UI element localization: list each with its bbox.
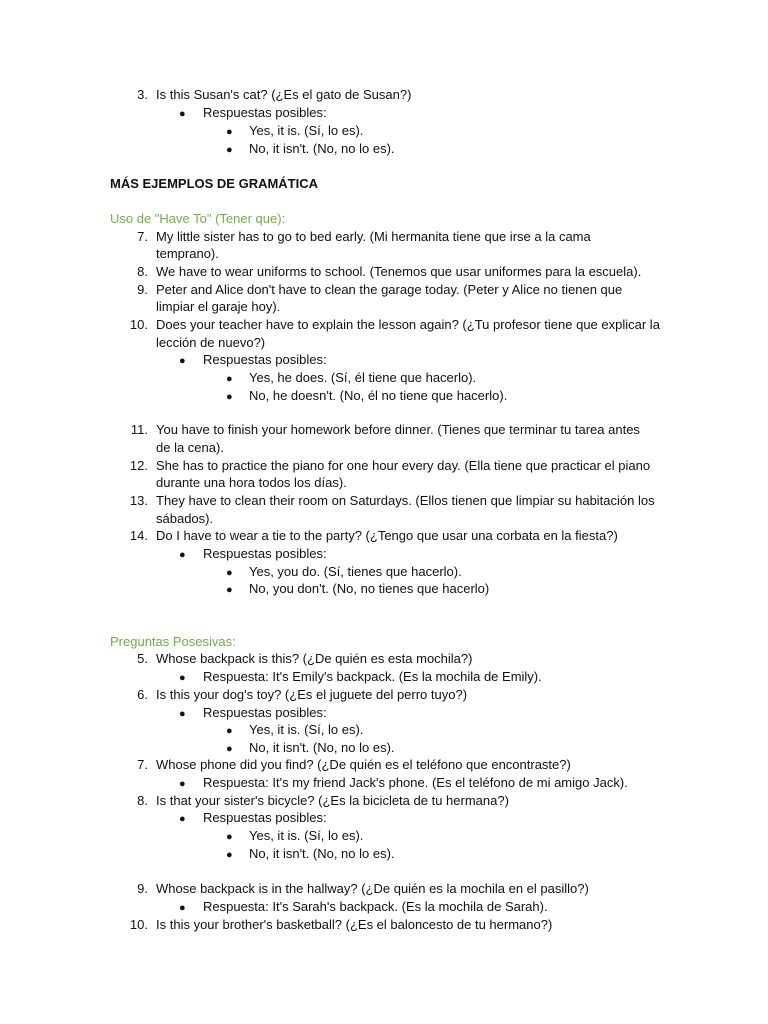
sentence-text: They have to clean their room on Saturdays. (Ellos tienen que limpiar su habitación los (156, 493, 655, 508)
answer-text: No, it isn't. (No, no lo es). (249, 740, 395, 755)
subsection-heading: Uso de "Have To" (Tener que): (110, 211, 286, 226)
sentence-text: limpiar el garaje hoy). (156, 299, 281, 314)
sentence-text: She has to practice the piano for one hour every day. (Ella tiene que practicar el piano (156, 458, 651, 473)
answers-label: Respuestas posibles: (203, 810, 327, 825)
sentence-text: temprano). (156, 246, 219, 261)
list-number: 10. (129, 917, 148, 932)
bullet-icon: ● (226, 373, 233, 385)
sentence-text: Does your teacher have to explain the lesson again? (¿Tu profesor tiene que explicar la (156, 317, 660, 332)
answer-text: No, you don't. (No, no tienes que hacerlo) (249, 581, 490, 596)
list-number: 14. (129, 528, 148, 543)
list-number: 12. (129, 458, 148, 473)
section-heading: MÁS EJEMPLOS DE GRAMÁTICA (110, 176, 319, 191)
bullet-icon: ● (179, 108, 186, 120)
question-text: Whose backpack is this? (¿De quién es esta mochila?) (156, 651, 473, 666)
answer-text: No, it isn't. (No, no lo es). (249, 846, 395, 861)
question-text: Whose backpack is in the hallway? (¿De quién es la mochila en el pasillo?) (156, 881, 589, 896)
list-number: 6. (137, 687, 148, 702)
list-number: 7. (137, 229, 148, 244)
answers-label: Respuestas posibles: (203, 705, 327, 720)
bullet-icon: ● (179, 902, 186, 914)
bullet-icon: ● (226, 126, 233, 138)
bullet-icon: ● (226, 567, 233, 579)
question-text: Is this your brother's basketball? (¿Es el baloncesto de tu hermano?) (156, 917, 553, 932)
sentence-text: Peter and Alice don't have to clean the garage today. (Peter y Alice no tienen que (156, 282, 623, 297)
answer-text: No, he doesn't. (No, él no tiene que hacerlo). (249, 388, 508, 403)
answer-text: Yes, it is. (Sí, lo es). (249, 828, 364, 843)
question-text: Is that your sister's bicycle? (¿Es la bicicleta de tu hermana?) (156, 793, 509, 808)
list-number: 8. (137, 264, 148, 279)
bullet-icon: ● (179, 355, 186, 367)
bullet-icon: ● (226, 391, 233, 403)
answer-text: Respuesta: It's Sarah's backpack. (Es la mochila de Sarah). (203, 899, 548, 914)
bullet-icon: ● (179, 708, 186, 720)
answers-label: Respuestas posibles: (203, 546, 327, 561)
list-number: 5. (137, 651, 148, 666)
question-text: Is this your dog's toy? (¿Es el juguete del perro tuyo?) (156, 687, 468, 702)
list-number: 10. (129, 317, 148, 332)
answer-text: Respuesta: It's Emily's backpack. (Es la mochila de Emily). (203, 669, 542, 684)
bullet-icon: ● (226, 743, 233, 755)
sentence-text: Do I have to wear a tie to the party? (¿Tengo que usar una corbata en la fiesta?) (156, 528, 618, 543)
bullet-icon: ● (226, 584, 233, 596)
list-number: 7. (137, 757, 148, 772)
list-number: 11. (130, 422, 148, 437)
answer-text: No, it isn't. (No, no lo es). (249, 141, 395, 156)
answers-label: Respuestas posibles: (203, 352, 327, 367)
bullet-icon: ● (226, 849, 233, 861)
sentence-text: sábados). (156, 511, 214, 526)
list-number: 8. (137, 793, 148, 808)
answers-label: Respuestas posibles: (203, 105, 327, 120)
sentence-text: My little sister has to go to bed early. (Mi hermanita tiene que irse a la cama (156, 229, 591, 244)
question-text: Whose phone did you find? (¿De quién es el teléfono que encontraste?) (156, 757, 571, 772)
bullet-icon: ● (226, 725, 233, 737)
bullet-icon: ● (226, 831, 233, 843)
bullet-icon: ● (179, 813, 186, 825)
question-text: Is this Susan's cat? (¿Es el gato de Susan?) (156, 87, 412, 102)
answer-text: Yes, it is. (Sí, lo es). (249, 722, 364, 737)
subsection-heading: Preguntas Posesivas: (110, 634, 236, 649)
list-number: 9. (137, 881, 148, 896)
answer-text: Yes, he does. (Sí, él tiene que hacerlo). (249, 370, 477, 385)
answer-text: Yes, it is. (Sí, lo es). (249, 123, 364, 138)
sentence-text: You have to finish your homework before dinner. (Tienes que terminar tu tarea antes (156, 422, 640, 437)
bullet-icon: ● (179, 549, 186, 561)
answer-text: Yes, you do. (Sí, tienes que hacerlo). (249, 564, 462, 579)
bullet-icon: ● (226, 144, 233, 156)
sentence-text: de la cena). (156, 440, 224, 455)
bullet-icon: ● (179, 672, 186, 684)
bullet-icon: ● (179, 778, 186, 790)
answer-text: Respuesta: It's my friend Jack's phone. (Es el teléfono de mi amigo Jack). (203, 775, 628, 790)
list-number: 3. (137, 87, 148, 102)
sentence-text: lección de nuevo?) (156, 335, 266, 350)
sentence-text: We have to wear uniforms to school. (Tenemos que usar uniformes para la escuela). (156, 264, 642, 279)
list-number: 13. (129, 493, 148, 508)
list-number: 9. (137, 282, 148, 297)
sentence-text: durante una hora todos los días). (156, 475, 347, 490)
